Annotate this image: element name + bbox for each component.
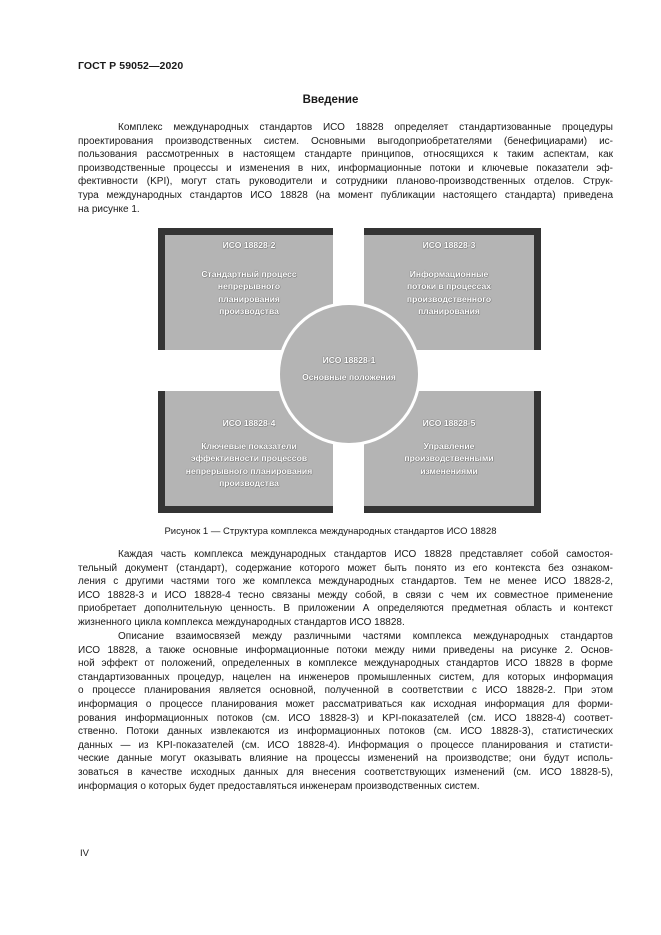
part-code: ИСО 18828-5 — [422, 418, 476, 428]
text-line: Комплекс международных стандартов ИСО 18828 определяет стандартизованные процедуры — [118, 122, 613, 133]
text-line: проектирования производственных систем. Основными выгодоприобретателями (бенефициарами) ис- — [78, 135, 613, 147]
part-title-line: производственными — [404, 453, 494, 463]
text-line: стандартизованных процедур, нацелен на инженеров промышленных систем, для которых информация — [78, 671, 613, 683]
figure-caption: Рисунок 1 — Структура комплекса международных стандартов ИСО 18828 — [164, 526, 497, 537]
part-title-line: Информационные — [409, 268, 489, 279]
text-line: Каждая часть комплекса международных стандартов ИСО 18828 представляет собой самостоя- — [118, 549, 613, 560]
part-title-line: производственного — [406, 293, 492, 304]
part-title-line: производства — [219, 306, 279, 316]
body-paragraph — [78, 630, 613, 793]
part-title-line: непрерывного — [217, 281, 281, 291]
part-title-line: эффективности процессов — [190, 453, 308, 463]
text-line: зоваться в качестве исходных данных для внесения соответствующих изменений (см. ИСО 18828-5), — [78, 766, 613, 778]
text-line: данных — из KPI-показателей (см. ИСО 18828-4). Информация о процессе планирования и статисти- — [78, 739, 613, 751]
text-line: информация о процессе планирования может рассматриваться как исходная информация для форми- — [78, 698, 613, 710]
part-code: ИСО 18828-3 — [422, 240, 476, 250]
text-line: фективности (KPI), могут стать руководители и сотрудники планово-производственных отделов. Струк- — [78, 176, 613, 188]
page-number: IV — [80, 848, 89, 859]
text-line: ИСО 18828, а также основные информационные потоки между ними приведены на рисунке 2. Основ- — [78, 644, 613, 656]
part-title-line: Основные положения — [302, 371, 396, 382]
text-line: ИСО 18828-3 и ИСО 18828-4 тесно связаны между собой, в связи с чем их совместное применение — [78, 589, 613, 601]
part-title-line: Ключевые показатели — [201, 440, 297, 451]
text-line: ственно. Потоки данных извлекаются из информационных потоков (см. ИСО 18828-3), статистических — [78, 726, 613, 738]
part-code: ИСО 18828-4 — [222, 418, 276, 428]
text-line: приобретает дополнительную ценность. В приложении А определяются предметная область и контекст — [78, 603, 613, 615]
text-line: производственные процессы и изменения в них, информационные потоки и ключевые показатели эф- — [78, 162, 613, 174]
part-title-line: планирования — [418, 306, 480, 316]
part-code: ИСО 18828-2 — [222, 240, 276, 250]
text-line: жизненного цикла комплекса международных стандартов ИСО 18828. — [78, 616, 405, 628]
text-line: Описание взаимосвязей между различными частями комплекса международных стандартов — [118, 631, 613, 642]
body-paragraph — [78, 548, 613, 630]
text-line: тельный документ (стандарт), содержание которого может быть понято из его контекста без ознаком- — [78, 562, 613, 574]
part-title-line: планирования — [218, 293, 280, 304]
quadrant-tr-label — [364, 239, 534, 318]
quadrant-tl-label — [165, 239, 333, 318]
text-line: ной эффект от положений, определенных в комплексе международных стандартов ИСО 18828 в форме — [78, 658, 613, 670]
quadrant-br-label — [364, 417, 534, 477]
part-title-line: потоки в процессах — [406, 281, 492, 291]
intro-paragraph — [78, 121, 613, 216]
part-title-line: Стандартный процесс — [201, 268, 297, 279]
text-line: о процессе планирования является основной, полученной в соответствии с ИСО 18828-2. При этом — [78, 685, 613, 697]
center-label — [277, 354, 421, 383]
text-line: информация о которых будет предоставляться инженерам производственных систем. — [78, 780, 480, 792]
text-line: рования информационных потоков (см. ИСО 18828-3) и KPI-показателей (см. ИСО 18828-4) соответ- — [78, 712, 613, 724]
text-line: пользования рассмотренных в настоящем стандарте принципов, относящихся к таким аспектам, как — [78, 149, 613, 161]
part-code: ИСО 18828-1 — [322, 355, 376, 365]
quadrant-bl-label — [165, 417, 333, 490]
text-line: тура международных стандартов ИСО 18828 (на момент публикации настоящего стандарта) приведена — [78, 189, 613, 201]
text-line: на рисунке 1. — [78, 203, 140, 215]
part-title-line: Управление — [423, 440, 475, 451]
part-title-line: изменениями — [420, 465, 478, 476]
part-title-line: непрерывного планирования — [185, 465, 313, 476]
section-title: Введение — [302, 94, 359, 106]
structure-figure — [158, 228, 541, 513]
text-line: ческие данные могут оказывать влияние на процессы изменений на производстве; они будут исполь- — [78, 753, 613, 765]
text-line: ления с другими частями того же комплекса международных стандартов. Тем не менее ИСО 18828-2, — [78, 576, 613, 588]
part-title-line: производства — [219, 478, 279, 488]
standard-designation: ГОСТ Р 59052—2020 — [78, 60, 184, 72]
